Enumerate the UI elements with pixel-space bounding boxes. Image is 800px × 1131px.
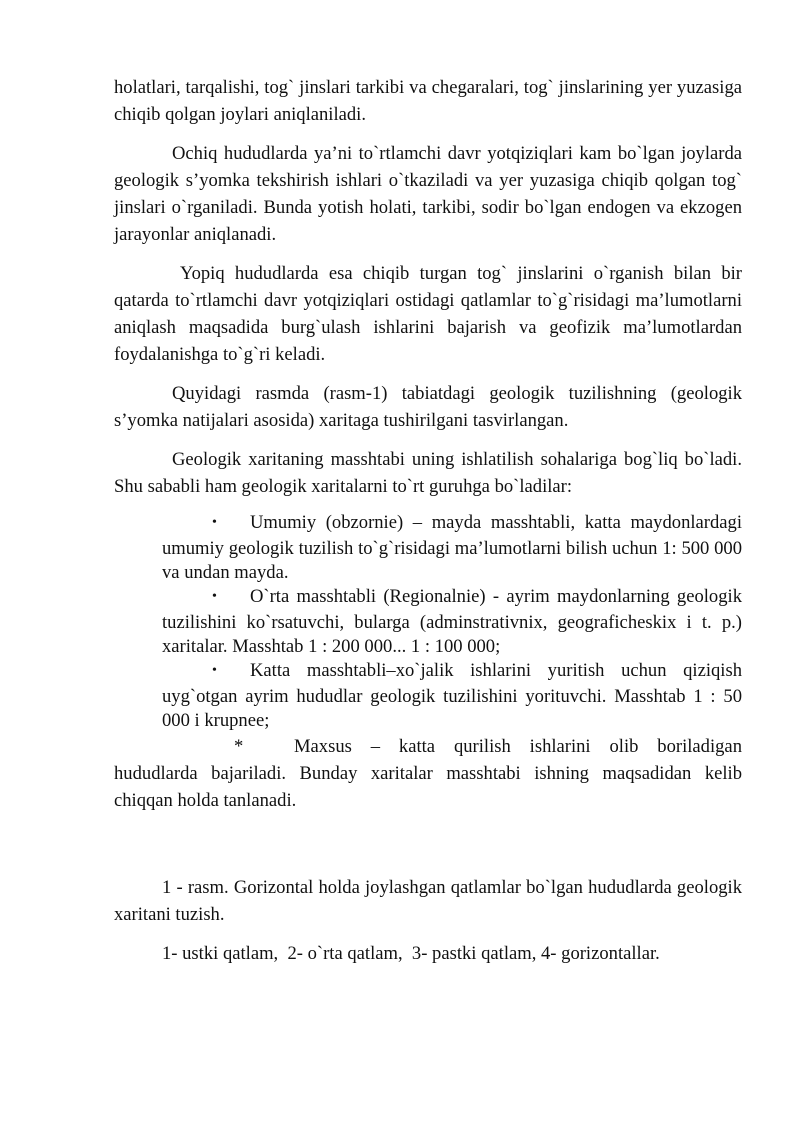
bullet-icon: • [212, 589, 217, 604]
map-scale-list [162, 511, 742, 733]
asterisk-marker: * [234, 736, 244, 757]
bullet-icon: • [212, 515, 217, 530]
list-item-text: O`rta masshtabli (Regionalnie) - ayrim maydonlarning geologik tuzilishini ko`rsatuvchi, bularga (adminstrativnix, geograficheskix i t. p.) xaritalar. Masshtab 1 : 200 000... 1 : 100 000; [162, 586, 742, 657]
paragraph-closed-areas: Yopiq hududlarda esa chiqib turgan tog` jinslarini o`rganish bilan bir qatarda to`rtlamchi davr yotqiziqlari ostidagi qatlamlar to`g`risidagi ma’lumotlarni aniqlash maqsadida burg`ulash ishlarini bajarish va geofizik ma’lumotlardan foydalanishga to`g`ri keladi. [114, 263, 742, 365]
list-item [162, 659, 742, 733]
figure-legend: 1- ustki qatlam, 2- o`rta qatlam, 3- pastki qatlam, 4- gorizontallar. [162, 943, 660, 964]
bullet-icon: • [212, 663, 217, 678]
list-item-text: Katta masshtabli–xo`jalik ishlarini yuritish uchun qiziqish uyg`otgan ayrim hududlar geologik tuzilishini yorituvchi. Masshtab 1 : 50 000 i krupnee; [162, 660, 742, 731]
special-scale-paragraph [114, 733, 742, 814]
document-page [114, 74, 742, 967]
list-item [162, 585, 742, 659]
paragraph-map-scale: Geologik xaritaning masshtabi uning ishlatilish sohalariga bog`liq bo`ladi. Shu sababli ham geologik xaritalarni to`rt guruhga bo`ladilar: [114, 449, 742, 497]
paragraph-continuation: holatlari, tarqalishi, tog` jinslari tarkibi va chegaralari, tog` jinslarining yer yuzasiga chiqib qolgan joylari aniqlaniladi. [114, 77, 742, 125]
paragraph-figure-reference: Quyidagi rasmda (rasm-1) tabiatdagi geologik tuzilishning (geologik s’yomka natijalari asosida) xaritaga tushirilgani tasvirlangan. [114, 383, 742, 431]
paragraph-open-areas: Ochiq hududlarda ya’ni to`rtlamchi davr yotqiziqlari kam bo`lgan joylarda geologik s’yomka tekshirish ishlari o`tkaziladi va yer yuzasiga chiqib qolgan tog` jinslari o`rganiladi. Bunda yotish holati, tarkibi, sodir bo`lgan endogen va ekzogen jarayonlar aniqlanadi. [114, 143, 742, 245]
list-item-text: Umumiy (obzornie) – mayda masshtabli, katta maydonlardagi umumiy geologik tuzilish to`g`risidagi ma’lumotlarni bilish uchun 1: 500 000 va undan mayda. [162, 512, 742, 583]
list-item [162, 511, 742, 585]
figure-caption: 1 - rasm. Gorizontal holda joylashgan qatlamlar bo`lgan hududlarda geologik xaritani tuzish. [114, 877, 742, 925]
special-scale-text: Maxsus – katta qurilish ishlarini olib boriladigan hududlarda bajariladi. Bunday xaritalar masshtabi ishning maqsadidan kelib chiqqan holda tanlanadi. [114, 736, 742, 811]
